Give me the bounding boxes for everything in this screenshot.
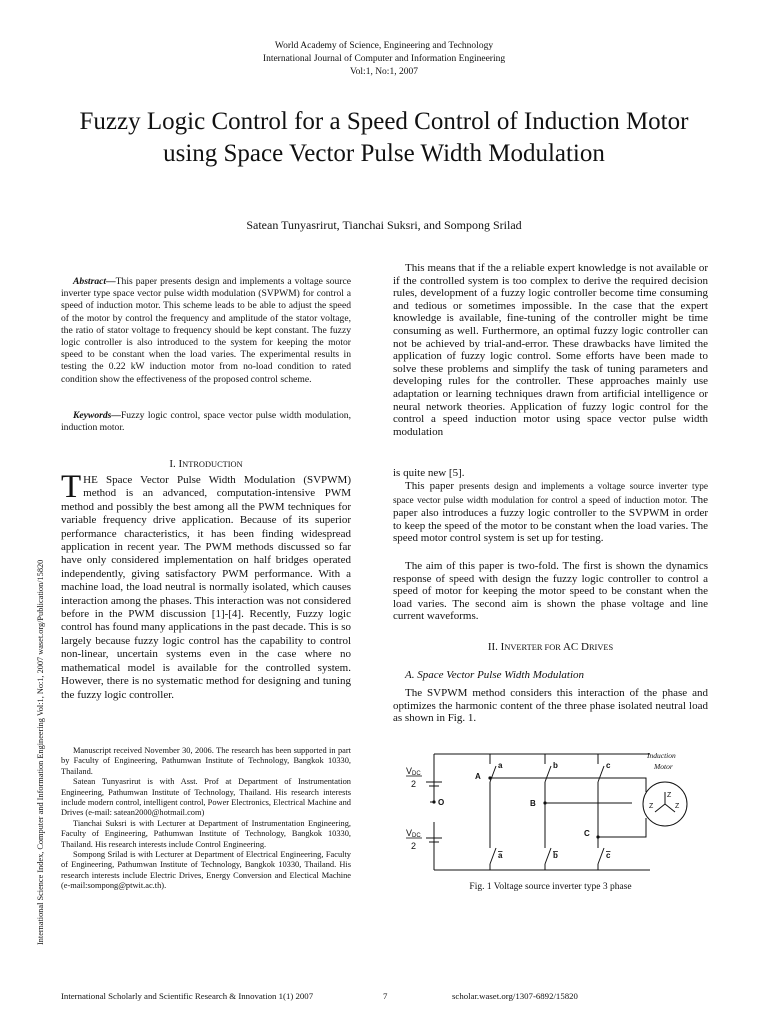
footnote-item: Sompong Srilad is with Lecturer at Department of Electrical Engineering, Faculty of Engineering, Pathumwan Institute of Technology, Bangkok 10330, Thailand. His research interests include Electric Drives, Energy Conversion and Electical Machine (e-mail:sompong@ptwit.ac.th). bbox=[61, 850, 351, 891]
author-list: Satean Tunyasrirut, Tianchai Suksri, and Sompong Srilad bbox=[246, 218, 522, 232]
right-paragraph-1: This means that if the a reliable expert knowledge is not available or if the controlled system is too complex to derive the required decision rules, development of a fuzzy logic controller become time consuming and tedious or sometimes impossible. In the case that the expert knowledge is available, fine-tuning of the controller might be time consuming as well. Furthermore, an optimal fuzzy logic controller can not be achieved by trial-and-error. These drawbacks have limited the application of fuzzy logic control. Some efforts have been made to solve these problems and simplify the task of tuning parameters and developing rules for the controller. These approaches mainly use adaptation or learning techniques drawn from artificial intelligence or neural network theories. Application of fuzzy logic control for the control a speed induction motor using space vector pulse width modulation bbox=[393, 262, 708, 438]
phase-c-line bbox=[598, 818, 646, 837]
header-line-2: International Journal of Computer and Information Engineering bbox=[262, 54, 506, 64]
section-title-cap: I bbox=[500, 641, 505, 653]
subsection-heading: A. Space Vector Pulse Width Modulation bbox=[405, 669, 585, 681]
right-paragraph-3: The aim of this paper is two-fold. The first is shown the dynamics response of speed with design the fuzzy logic controller to control a speed of motor for keeping the motor speed to be constant when the load varies. The second aim is shown the phase voltage and line current waveforms. bbox=[393, 560, 708, 623]
section-title-rest: NVERTER FOR bbox=[504, 643, 561, 652]
footnote-item: Manuscript received November 30, 2006. The research has been supported in part by Faculty of Engineering, Pathumwan Institute of Technology, Bangkok 10330, Thailand. bbox=[61, 746, 351, 776]
paragraph-2-small: presents design and implements a voltage source inverter type space vector pulse width modulation for control a speed of induction motor. bbox=[393, 482, 708, 506]
switch-cbar-label: c bbox=[606, 851, 611, 860]
section-heading-inverter bbox=[393, 641, 708, 653]
motor-label-line2: Motor bbox=[654, 762, 673, 771]
paragraph-2-start: This paper bbox=[405, 480, 460, 492]
vdc-top-label: VDC bbox=[406, 766, 421, 777]
switch-b-top bbox=[545, 766, 551, 782]
switch-abar-label: a bbox=[498, 851, 503, 860]
switch-c-top bbox=[598, 766, 604, 782]
section-title-cap: AC D bbox=[562, 641, 589, 653]
section-title-cap: I bbox=[178, 458, 183, 470]
node-b-label: B bbox=[530, 799, 536, 808]
introduction-paragraph bbox=[61, 469, 351, 702]
winding-z-label: Z bbox=[649, 803, 654, 810]
abstract-text: This paper presents design and implements a voltage source inverter type space vector pulse width modulation (SVPWM) for control a speed of induction motor. This scheme leads to be able to adjust the speed of the motor by control the frequency and amplitude of the stator voltage, the ratio of stator voltage to frequency should be kept constant. The fuzzy logic controller is also introduced to the system for keeping the motor speed to be constant when the load varies. The experimental results in testing the 0.22 kW induction motor from no-load condition to rated condition show the effectiveness of the proposed control scheme. bbox=[61, 276, 351, 385]
switch-c-bottom bbox=[598, 848, 604, 864]
switch-b-bottom bbox=[545, 848, 551, 864]
abstract-label: Abstract bbox=[73, 276, 107, 287]
footnotes bbox=[61, 746, 351, 892]
right-paragraph-2 bbox=[393, 480, 708, 545]
switch-a-top bbox=[490, 766, 496, 782]
header-line-3: Vol:1, No:1, 2007 bbox=[350, 67, 418, 77]
header-line-1: World Academy of Science, Engineering and Technology bbox=[274, 41, 494, 51]
node-a-label: A bbox=[475, 772, 481, 781]
switch-a-label: a bbox=[498, 761, 503, 770]
introduction-text: HE Space Vector Pulse Width Modulation (SVPWM) method is an advanced, computation-intensive PWM method and possibly the best among all the PWM techniques for variable frequency drive application. Because of its superior performance characteristics, it has been finding widespread application in recent year. The PWM methods discussed so far have only considered implementation on half bridges operated independently, giving satisfactory PWM performance. With a machine load, the load neutral is normally isolated, which causes interaction among the phases. This interaction was not considered before in the PWM discussion [1]-[4]. Recently, Fuzzy logic control has found many applications in the past decade. This is so largely because fuzzy logic control has the capability to control non-linear, uncertain systems even in the case where no mathematical model is available for the controlled system. However, there is no systematic method for designing and tuning the fuzzy logic controller. bbox=[61, 474, 351, 701]
journal-header bbox=[0, 40, 768, 79]
vdc-bottom-label: VDC bbox=[406, 828, 421, 839]
right-paragraph-4: The SVPWM method considers this interaction of the phase and optimizes the harmonic content of the three phase isolated neutral load as shown in Fig. 1. bbox=[393, 687, 708, 725]
node-o-label: O bbox=[438, 798, 445, 807]
keywords bbox=[61, 410, 351, 434]
footer-publisher: International Scholarly and Scientific Research & Innovation 1(1) 2007 bbox=[61, 991, 314, 1001]
drop-cap: T bbox=[61, 469, 82, 505]
sidebar-text: International Science Index, Computer and Information Engineering Vol:1, No:1, 2007 waset.org/Publication/15820 bbox=[36, 559, 45, 945]
section-number: II. bbox=[487, 641, 498, 653]
keywords-text: Fuzzy logic control, space vector pulse width modulation, induction motor. bbox=[61, 410, 351, 434]
section-heading-introduction bbox=[61, 458, 351, 470]
star-winding bbox=[655, 792, 675, 812]
footnote-item: Tianchai Suksri is with Lecturer at Department of Instrumentation Engineering, Faculty of Engineering, Pathumwan Institute of Technology, Bangkok 10330, Thailand. His research interests include Control Engineering. bbox=[61, 818, 351, 849]
section-number: I. bbox=[169, 458, 176, 470]
motor-label-line1: Induction bbox=[647, 751, 676, 760]
keywords-label: Keywords bbox=[73, 410, 112, 421]
paper-title: Fuzzy Logic Control for a Speed Control of Induction Motor using Space Vector Pulse Width Modulation bbox=[79, 108, 689, 167]
vdc-bottom-denominator: 2 bbox=[411, 841, 417, 851]
winding-z-label: Z bbox=[667, 792, 672, 799]
footnote-item: Satean Tunyasrirut is with Asst. Prof at Department of Instrumentation Engineering, Pathumwan Institute of Technology, Thailand. His research interests include modern control, intelligent control, Power Electronics, Electrical Machine and Drives (e-mail: satean2000@hotmail.com) bbox=[61, 777, 351, 818]
figure-caption: Fig. 1 Voltage source inverter type 3 phase bbox=[469, 882, 632, 892]
node-c-label: C bbox=[584, 829, 590, 838]
section-title-rest: RIVES bbox=[588, 643, 614, 652]
switch-a-bottom bbox=[490, 848, 496, 864]
abstract bbox=[61, 276, 351, 386]
switch-b-label: b bbox=[553, 761, 558, 770]
winding-z-label: Z bbox=[675, 803, 680, 810]
paragraph-2-end: The paper also introduces a fuzzy logic controller to the SVPWM in order to keep the speed of the motor to be constant when the load varies. The speed motor control system is set up for testing. bbox=[393, 493, 708, 545]
section-title-rest: NTRODUCTION bbox=[182, 460, 243, 469]
right-paragraph-1-end: is quite new [5]. bbox=[393, 467, 465, 479]
footer-page-number: 7 bbox=[383, 991, 388, 1001]
inverter-circuit-figure bbox=[400, 744, 720, 880]
vdc-top-denominator: 2 bbox=[411, 779, 417, 789]
switch-bbar-label: b bbox=[553, 851, 558, 860]
abstract-dash: — bbox=[106, 276, 116, 287]
switch-c-label: c bbox=[606, 761, 611, 770]
keywords-dash: — bbox=[111, 410, 121, 421]
phase-a-line bbox=[490, 778, 646, 792]
footer-url[interactable]: scholar.waset.org/1307-6892/15820 bbox=[452, 991, 578, 1001]
